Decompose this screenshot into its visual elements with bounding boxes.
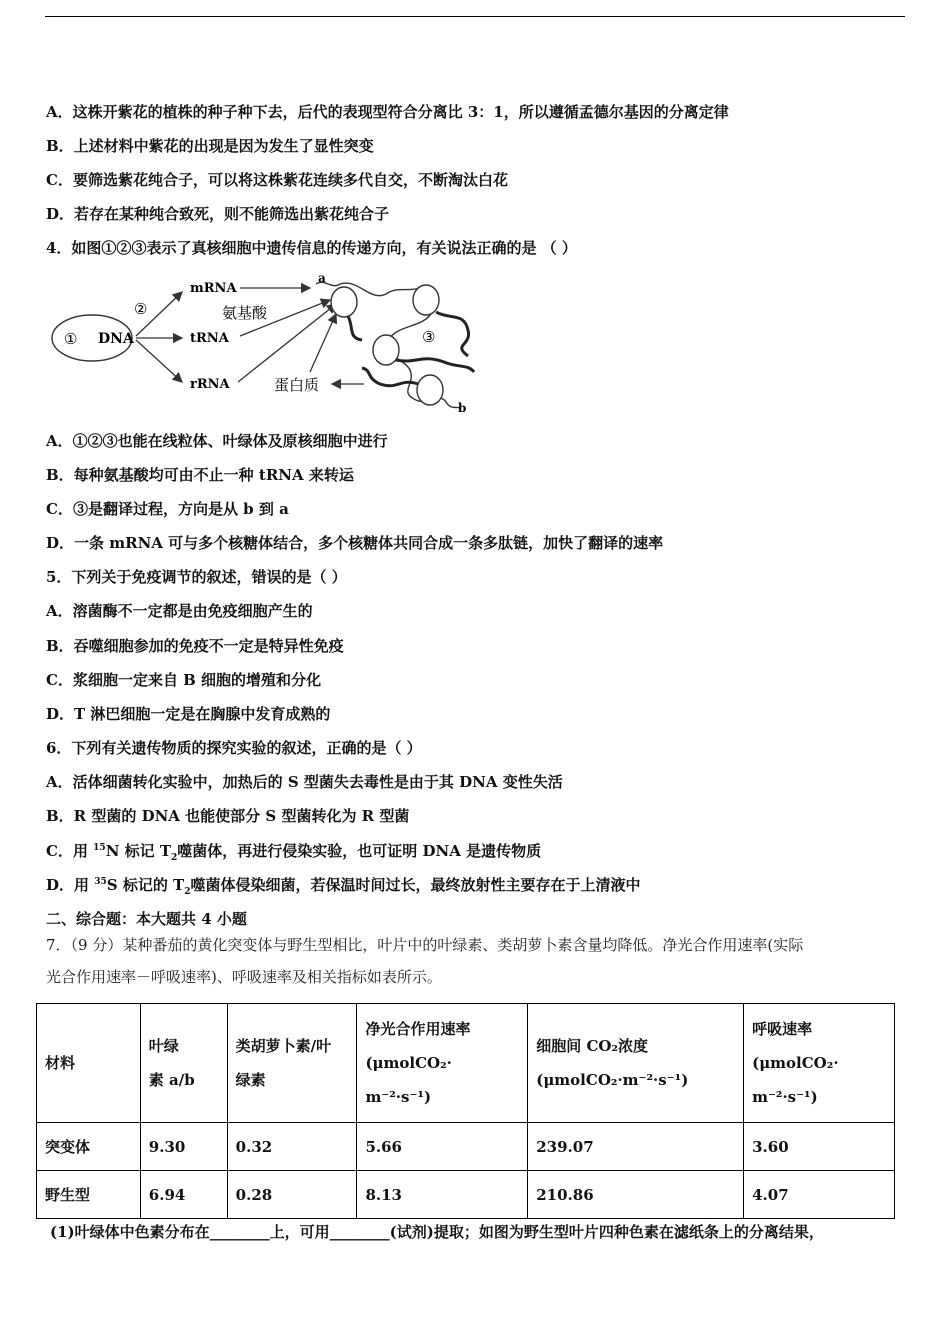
q6-option-c [46, 841, 541, 861]
q5-option-d: D．T 淋巴细胞一定是在胸腺中发育成熟的 [46, 705, 331, 723]
table-cell: 8.13 [357, 1171, 528, 1219]
label-end-a: a [318, 272, 326, 285]
data-table [36, 1003, 895, 1219]
q4-option-d: D．一条 mRNA 可与多个核糖体结合，多个核糖体共同合成一条多肽链，加快了翻译的速率 [46, 534, 664, 552]
header-net-line-2: (μmolCO₂· [365, 1054, 452, 1072]
q4-stem: 4．如图①②③表示了真核细胞中遗传信息的传递方向，有关说法正确的是 （ ） [46, 239, 577, 257]
header-resp-line-2: (μmolCO₂· [752, 1054, 839, 1072]
header-co2-line-2: (μmolCO₂·m⁻²·s⁻¹) [536, 1071, 689, 1089]
q3-option-d: D．若存在某种纯合致死，则不能筛选出紫花纯合子 [46, 205, 390, 223]
table-row [37, 1123, 895, 1171]
q3-option-c: C．要筛选紫花纯合子，可以将这株紫花连续多代自交，不断淘汰白花 [46, 171, 508, 189]
label-mrna: mRNA [190, 281, 237, 296]
header-intercellular-co2 [528, 1004, 744, 1123]
q7-stem-line-2: 光合作用速率－呼吸速率)、呼吸速率及相关指标如表所示。 [46, 968, 442, 986]
polypeptide-2 [436, 312, 469, 356]
q6d-isotope-superscript: 35 [94, 877, 107, 887]
header-chlorophyll-ratio [140, 1004, 227, 1123]
q6d-text-3: 噬菌体侵染细菌，若保温时间过长，最终放射性主要存在于上清液中 [190, 876, 641, 894]
header-net-photosynthesis [357, 1004, 528, 1123]
q6d-subscript: 2 [184, 887, 191, 897]
polypeptide-1 [348, 316, 362, 340]
table-cell: 5.66 [357, 1123, 528, 1171]
header-chl-line-1: 叶绿 [148, 1037, 179, 1055]
header-resp-line-1: 呼吸速率 [752, 1020, 813, 1038]
ribosome-1 [331, 287, 357, 317]
label-rrna: rRNA [190, 377, 230, 392]
section-heading: 二、综合题：本大题共 4 小题 [46, 910, 247, 928]
table-cell: 0.32 [227, 1123, 357, 1171]
label-protein: 蛋白质 [274, 376, 320, 394]
header-co2-line-1: 细胞间 CO₂浓度 [536, 1037, 649, 1055]
label-trna: tRNA [190, 331, 229, 346]
label-process-1: ① [64, 330, 78, 348]
q4-option-a: A．①②③也能在线粒体、叶绿体及原核细胞中进行 [46, 432, 388, 450]
header-car-line-1: 类胡萝卜素/叶 [235, 1037, 332, 1055]
q5-option-b: B．吞噬细胞参加的免疫不一定是特异性免疫 [46, 637, 344, 655]
q6c-subscript: 2 [171, 853, 178, 863]
q6-option-b: B．R 型菌的 DNA 也能使部分 S 型菌转化为 R 型菌 [46, 807, 410, 825]
table-cell: 突变体 [37, 1123, 141, 1171]
header-net-line-1: 净光合作用速率 [365, 1020, 471, 1038]
header-rule [45, 16, 905, 17]
gene-expression-diagram [48, 272, 488, 420]
ribosome-4 [417, 375, 443, 405]
header-carotenoid-ratio [227, 1004, 357, 1123]
table-cell: 野生型 [37, 1171, 141, 1219]
q6c-isotope-superscript: 15 [93, 843, 106, 853]
q3-option-a: A．这株开紫花的植株的种子种下去，后代的表现型符合分离比 3：1，所以遵循孟德尔基因的分离定律 [46, 103, 729, 121]
q4-option-b: B．每种氨基酸均可由不止一种 tRNA 来转运 [46, 466, 354, 484]
table-row [37, 1171, 895, 1219]
q6c-text-3: 噬菌体，再进行侵染实验，也可证明 DNA 是遗传物质 [177, 842, 542, 860]
q6c-text-2: N 标记 T [105, 842, 172, 860]
header-respiration-rate [744, 1004, 895, 1123]
label-amino-acid: 氨基酸 [222, 304, 268, 322]
q6c-text-1: C．用 [46, 842, 94, 860]
table-cell: 9.30 [140, 1123, 227, 1171]
q7-stem-line-1: 7．（9 分）某种番茄的黄化突变体与野生型相比，叶片中的叶绿素、类胡萝卜素含量均降低。净光合作用速率(实际 [46, 936, 804, 954]
q3-option-b: B．上述材料中紫花的出现是因为发生了显性突变 [46, 137, 374, 155]
arrow-dna-rrna [136, 340, 182, 382]
q5-option-c: C．浆细胞一定来自 B 细胞的增殖和分化 [46, 671, 322, 689]
ribosome-3 [373, 335, 399, 365]
table-cell: 6.94 [140, 1171, 227, 1219]
header-net-line-3: m⁻²·s⁻¹) [365, 1088, 432, 1106]
q6d-text-1: D．用 [46, 876, 95, 894]
table-header-row [37, 1004, 895, 1123]
q6-option-d [46, 875, 641, 895]
table-cell: 239.07 [528, 1123, 744, 1171]
label-end-b: b [458, 401, 467, 415]
polypeptide-3 [396, 359, 474, 372]
table-cell: 210.86 [528, 1171, 744, 1219]
table-cell: 3.60 [744, 1123, 895, 1171]
q5-option-a: A．溶菌酶不一定都是由免疫细胞产生的 [46, 602, 313, 620]
header-chl-line-2: 素 a/b [148, 1071, 195, 1089]
ribosome-2 [413, 285, 439, 315]
label-dna: DNA [98, 331, 134, 347]
q7-subquestion-1: (1)叶绿体中色素分布在________上，可用________(试剂)提取；如图为野生型叶片四种色素在滤纸条上的分离结果， [50, 1223, 824, 1241]
header-material: 材料 [37, 1004, 141, 1123]
q6-option-a: A．活体细菌转化实验中，加热后的 S 型菌失去毒性是由于其 DNA 变性失活 [46, 773, 563, 791]
q5-stem: 5．下列关于免疫调节的叙述，错误的是（ ） [46, 568, 347, 586]
q4-option-c: C．③是翻译过程，方向是从 b 到 a [46, 500, 289, 518]
label-process-3: ③ [422, 328, 436, 346]
q6d-text-2: S 标记的 T [106, 876, 185, 894]
header-car-line-2: 绿素 [235, 1071, 266, 1089]
table-cell: 0.28 [227, 1171, 357, 1219]
label-process-2: ② [134, 300, 148, 318]
arrow-protein-ribosome [310, 314, 336, 372]
q7-stem [46, 935, 906, 987]
table-cell: 4.07 [744, 1171, 895, 1219]
header-resp-line-3: m⁻²·s⁻¹) [752, 1088, 818, 1106]
q6-stem: 6．下列有关遗传物质的探究实验的叙述，正确的是（ ） [46, 739, 422, 757]
